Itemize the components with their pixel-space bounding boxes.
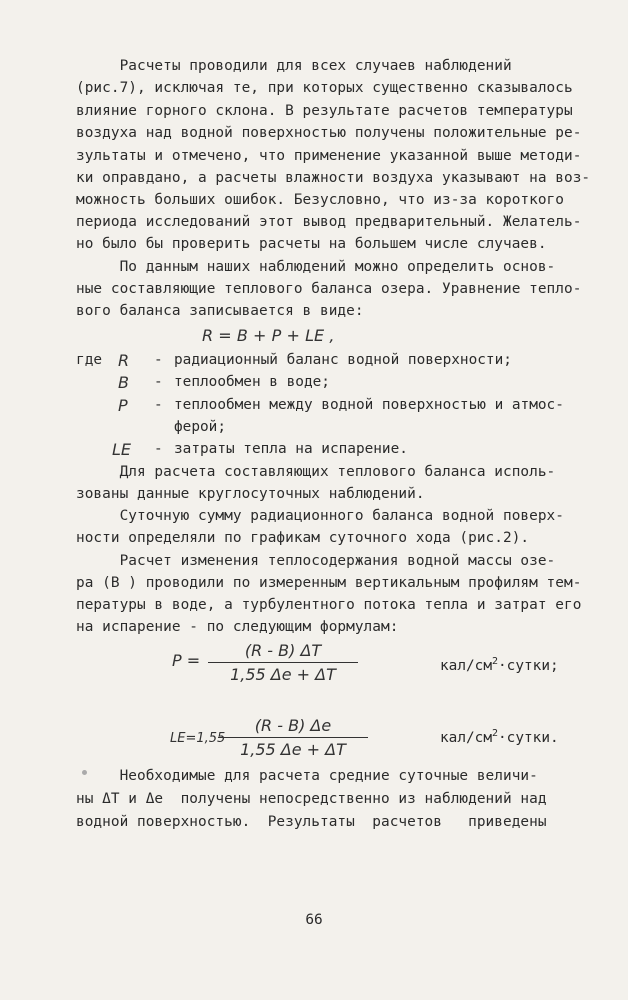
text-line: периода исследований этот вывод предварительный. Желатель- xyxy=(76,214,582,230)
text-line: ны ΔT и Δe получены непосредственно из наблюдений над xyxy=(76,791,547,807)
formula-fraction xyxy=(208,641,358,684)
legend-symbol: P xyxy=(118,396,128,415)
formula-lhs: P = xyxy=(172,651,201,670)
fraction-bar xyxy=(218,737,368,738)
text-line: ности определяли по графикам суточного хода (рис.2). xyxy=(76,530,530,546)
unit-power: 2 xyxy=(491,728,499,739)
text-line: вого баланса записывается в виде: xyxy=(76,303,364,319)
page-number: 66 xyxy=(305,912,323,928)
text-line: По данным наших наблюдений можно определить основ- xyxy=(76,259,556,275)
formula-numerator: (R - B) Δe xyxy=(254,716,332,735)
text-line: ки оправдано, а расчеты влажности воздуха указывают на воз- xyxy=(76,170,591,186)
text-line: влияние горного склона. В результате расчетов температуры xyxy=(76,103,573,119)
unit-suffix: ·сутки; xyxy=(498,657,559,674)
legend-text: ферой; xyxy=(174,419,226,435)
text-line: зультаты и отмечено, что применение указанной выше методи- xyxy=(76,148,582,164)
unit-prefix: кал/см xyxy=(440,657,492,674)
legend-text: затраты тепла на испарение. xyxy=(174,441,408,457)
legend-dash: - xyxy=(154,352,163,368)
text-line: водной поверхностью. Результаты расчетов приведены xyxy=(76,814,547,830)
legend-text: теплообмен между водной поверхностью и атмос- xyxy=(174,397,564,413)
formula-unit xyxy=(440,728,559,746)
text-line: ные составляющие теплового баланса озера. Уравнение тепло- xyxy=(76,281,582,297)
text-line: Суточную сумму радиационного баланса водной поверх- xyxy=(76,508,564,524)
text-line: можность больших ошибок. Безусловно, что из-за короткого xyxy=(76,192,564,208)
text-line: Для расчета составляющих теплового баланса исполь- xyxy=(76,464,556,480)
text-line: (рис.7), исключая те, при которых существенно сказывалось xyxy=(76,80,573,96)
legend-text: теплообмен в воде; xyxy=(174,374,330,390)
text-line: ра (B ) проводили по измеренным вертикальным профилям тем- xyxy=(76,575,582,591)
formula-fraction xyxy=(218,716,368,759)
fraction-bar xyxy=(208,662,358,663)
unit-suffix: ·сутки. xyxy=(498,729,559,746)
formula-lhs: LE=1,55 xyxy=(170,731,226,746)
legend-dash: - xyxy=(154,397,163,413)
legend-dash: - xyxy=(154,374,163,390)
text-line: зованы данные круглосуточных наблюдений. xyxy=(76,486,425,502)
text-line: воздуха над водной поверхностью получены положительные ре- xyxy=(76,125,582,141)
legend-dash: - xyxy=(154,441,163,457)
text-line: пературы в воде, а турбулентного потока тепла и затрат его xyxy=(76,597,582,613)
text-line: Расчеты проводили для всех случаев наблюдений xyxy=(76,58,512,74)
formula-denominator: 1,55 Δe + ΔT xyxy=(230,665,336,684)
text-line: Расчет изменения теплосодержания водной массы озе- xyxy=(76,553,556,569)
formula-unit xyxy=(440,656,559,674)
text-line: но было бы проверить расчеты на большем числе случаев. xyxy=(76,236,547,252)
balance-equation: R = B + P + LE , xyxy=(202,326,335,345)
text-line: Необходимые для расчета средние суточные величи- xyxy=(76,768,538,784)
unit-prefix: кал/см xyxy=(440,729,492,746)
legend-text: радиационный баланс водной поверхности; xyxy=(174,352,512,368)
legend-intro: где xyxy=(76,352,103,368)
legend-symbol: LE xyxy=(112,440,132,459)
legend-symbol: R xyxy=(118,351,130,370)
formula-numerator: (R - B) ΔT xyxy=(244,641,322,660)
unit-power: 2 xyxy=(491,656,499,667)
formula-denominator: 1,55 Δe + ΔT xyxy=(240,740,346,759)
text-line: на испарение - по следующим формулам: xyxy=(76,619,399,635)
legend-symbol: B xyxy=(118,373,129,392)
